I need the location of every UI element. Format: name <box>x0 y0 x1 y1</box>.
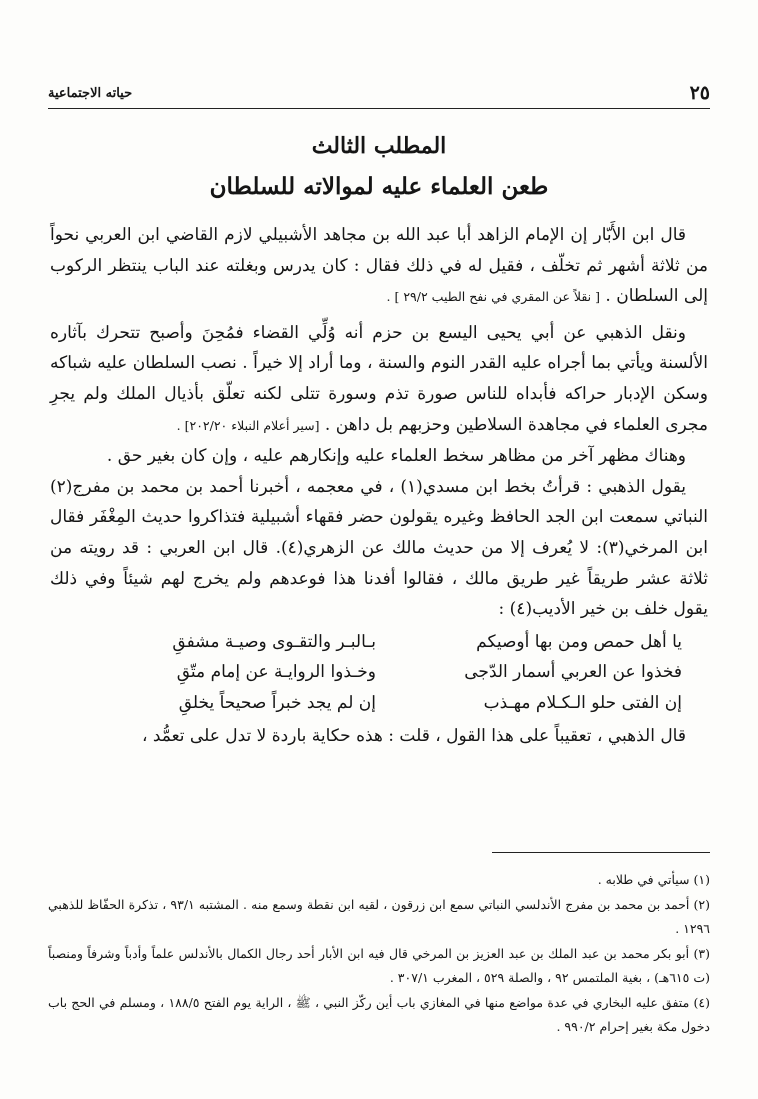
paragraph <box>50 472 708 625</box>
page-number: ٢٥ <box>689 82 710 104</box>
footnotes <box>48 868 710 1040</box>
paragraph-text: وهناك مظهر آخر من مظاهر سخط العلماء عليه وإنكارهم عليه ، وإن كان بغير حق . <box>106 446 686 467</box>
poem <box>50 627 708 719</box>
paragraph-text: قال ابن الأَبّار إن الإمام الزاهد أبا عبد الله بن مجاهد الأشبيلي لازم القاضي ابن العربي نحواً من ثلاثة أشهر ثم تخلّف ، فقيل له في ذلك فقال : كان يدرس وبغلته عند الباب ينتظر الركوب إلى السلطان . <box>50 225 708 307</box>
paragraph-text: ونقل الذهبي عن أبي يحيى اليسع بن حزم أنه وُلِّي القضاء فمُحِنَ وأصبح تتحرك بآثاره الألسنة ويأتي بما أجراه عليه القدر النوم والسنة ، وما أراد إلا خيراً . نصب السلطان عليه شباكه وسكن الإدبار حراكه فأبداه للناس صورة تذم وسورة تتلى لكنه تعلّق بأذيال الملك ولم يجرِ مجرى العلماء في مجاهدة السلاطين وحزبهم بل داهن . <box>50 322 708 435</box>
paragraph <box>50 220 708 313</box>
paragraph <box>50 441 708 472</box>
closing-paragraph: قال الذهبي ، تعقيباً على هذا القول ، قلت : هذه حكاية باردة لا تدل على تعمُّد ، <box>141 725 686 746</box>
verse-second-hemistich: بـالبـر والتقـوى وصيـة مشفقِ <box>172 631 376 652</box>
footnote: (٢) أحمد بن محمد بن مفرج الأندلسي النباتي سمع ابن زرقون ، لقيه ابن نقطة وسمع منه . المشتبه ٩٣/١ ، تذكرة الحفّاظ للذهبي ١٢٩٦ . <box>48 896 711 936</box>
footnote: (١) سيأتي في طلابه . <box>597 872 710 887</box>
footnote: (٤) متفق عليه البخاري في عدة مواضع منها في المغازي باب أين ركّز النبي ، ﷺ ، الراية يوم الفتح ١٨٨/٥ ، ومسلم في الحج باب دخول مكة بغير إحرام ٩٩٠/٢ . <box>48 994 710 1034</box>
footnote-separator <box>492 852 710 853</box>
footnote: (٣) أبو بكر محمد بن عبد الملك بن عبد العزيز بن المرخي قال فيه ابن الأبار أحد رجال الكمال بالأندلس علماً وأدباً وشرفاً ومنصباً (ت ٦١٥هـ) ، بغية الملتمس ٩٢ ، والصلة ٥٢٩ ، المغرب ٣٠٧/١ . <box>48 945 710 985</box>
poem-verse <box>50 657 708 688</box>
running-header <box>48 82 710 109</box>
paragraph-text: يقول الذهبي : قرأتُ بخط ابن مسدي(١) ، في معجمه ، أخبرنا أحمد بن محمد بن مفرج(٢) النباتي سمعت ابن الجد الحافظ وغيره يقولون حضر فقهاء أشبيلية فتذاكروا حديث المِغْفَر فقال ابن المرخي(٣): لا يُعرف إلا من حديث مالك عن الزهري(٤). قال ابن العربي : قد رويته من ثلاثة عشر طريقاً غير طريق مالك ، فقالوا أفدنا هذا فوعدهم ولم يخرج لهم شيئاً وفي ذلك يقول خلف بن خير الأديب(٤) : <box>50 476 708 620</box>
verse-first-hemistich: فخذوا عن العربي أسمار الدّجى <box>464 662 682 683</box>
section-title: طعن العلماء عليه لموالاته للسلطان <box>209 173 549 200</box>
section-heading: المطلب الثالث <box>311 133 447 159</box>
poem-verse <box>50 688 708 719</box>
citation: [ نقلاً عن المقري في نفح الطيب ٢٩/٢ ] . <box>386 289 600 305</box>
body-text <box>50 220 708 751</box>
verse-first-hemistich: يا أهل حمص ومن بها أوصيكم <box>476 631 682 652</box>
citation: [سير أعلام النبلاء ٢٠٢/٢٠] . <box>176 417 320 433</box>
verse-first-hemistich: إن الفتى حلو الـكـلام مهـذب <box>483 692 682 713</box>
verse-second-hemistich: وخـذوا الروايـة عن إمام متّقِ <box>176 662 376 683</box>
paragraph <box>50 318 708 441</box>
poem-verse <box>50 627 708 658</box>
running-title: حياته الاجتماعية <box>48 86 133 101</box>
verse-second-hemistich: إن لم يجد خبراً صحيحاً يخلقِ <box>178 692 376 713</box>
